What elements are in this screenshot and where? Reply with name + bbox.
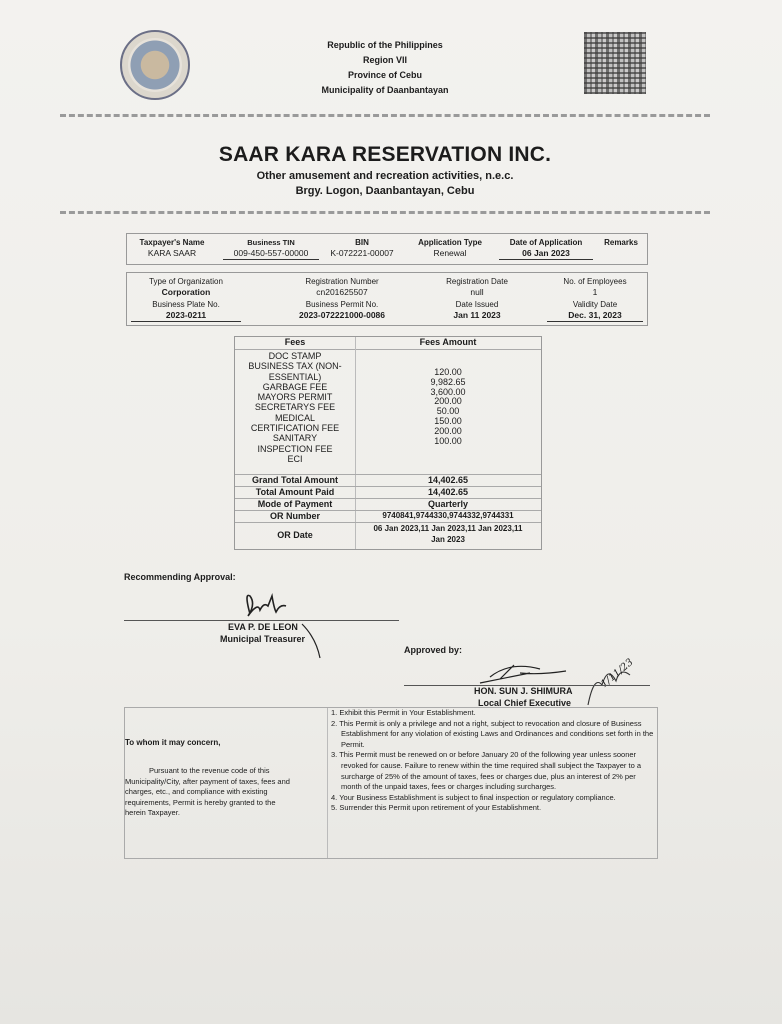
grant-line: requirements, Permit is hereby granted to the [125, 797, 276, 807]
municipal-seal-icon [120, 30, 190, 100]
field-label: Registration Date [446, 277, 508, 286]
recommending-approval-label: Recommending Approval: [124, 572, 236, 582]
field-label: Business Permit No. [305, 300, 379, 309]
registration-info-box [126, 272, 648, 326]
field-label: Remarks [604, 238, 638, 247]
field-value: null [470, 287, 484, 297]
row-value: 14,402.65 [427, 475, 469, 485]
field-value: 009-450-557-00000 [223, 248, 319, 260]
field-value: Renewal [433, 248, 467, 258]
fee-amount: 100.00 [434, 435, 462, 446]
field-label: Business Plate No. [152, 300, 220, 309]
fee-amount: 200.00 [434, 396, 462, 407]
fee-item: BUSINESS TAX (NON- [248, 361, 342, 372]
handwritten-date: 1/11/23 [598, 656, 636, 691]
field-value: 1 [592, 287, 598, 297]
registration-date-field [427, 276, 527, 298]
permit-conditions-box [124, 707, 658, 859]
fee-amount: 50.00 [436, 406, 460, 417]
row-label: Mode of Payment [257, 499, 333, 509]
field-value: cn201625507 [316, 287, 368, 297]
field-value: K-072221-00007 [330, 248, 394, 258]
row-value: 14,402.65 [427, 487, 469, 497]
fee-item: DOC STAMP [268, 351, 322, 361]
permit-terms-list [331, 708, 657, 814]
validity-date-field [547, 299, 643, 322]
fee-item: ESSENTIAL) [268, 371, 322, 382]
field-value: KARA SAAR [147, 248, 197, 258]
grant-line: herein Taxpayer. [125, 808, 180, 817]
business-tin-field [223, 237, 319, 260]
fee-item: MAYORS PERMIT [257, 392, 333, 403]
fee-amount: 200.00 [434, 425, 462, 436]
executive-name: HON. SUN J. SHIMURA [474, 686, 573, 696]
row-value: Quarterly [427, 499, 469, 509]
header-line: Province of Cebu [347, 70, 422, 80]
field-label: Type of Organization [149, 277, 223, 286]
fee-item: MEDICAL [274, 412, 315, 423]
term-item: 5. Surrender this Permit upon retirement of your Establishment. [331, 803, 542, 813]
row-label: Total Amount Paid [255, 487, 335, 497]
field-label: BIN [355, 238, 369, 247]
or-date-line: 06 Jan 2023,11 Jan 2023,11 Jan 2023,11 [373, 524, 523, 533]
permit-number-field [267, 299, 417, 321]
organization-type-field [131, 276, 241, 298]
fee-item: CERTIFICATION FEE [250, 423, 340, 434]
divider [60, 114, 710, 117]
field-label: No. of Employees [563, 277, 627, 286]
fee-item: GARBAGE FEE [262, 381, 328, 392]
fee-amount: 9,982.65 [430, 376, 466, 387]
field-value: Corporation [161, 287, 211, 297]
or-date-line: Jan 2023 [431, 535, 465, 544]
grant-line: Municipality/City, after payment of taxes, fees and [125, 776, 290, 786]
fee-amounts-list [355, 368, 541, 446]
concern-heading: To whom it may concern, [125, 738, 221, 747]
fee-item: INSPECTION FEE [257, 443, 333, 454]
treasurer-title: Municipal Treasurer [220, 634, 306, 644]
term-item: 1. Exhibit this Permit in Your Establishment. [331, 708, 476, 717]
application-date-field [499, 237, 593, 260]
field-label: Application Type [418, 238, 482, 247]
registration-number-field [267, 276, 417, 298]
grant-statement [125, 766, 325, 819]
qr-code-icon [584, 32, 646, 94]
field-label: Taxpayer's Name [139, 238, 205, 247]
government-header [250, 38, 520, 98]
fee-item: SECRETARYS FEE [254, 402, 336, 413]
business-activity: Other amusement and recreation activities, n.e.c. [256, 170, 514, 182]
divider [60, 211, 710, 214]
treasurer-name: EVA P. DE LEON [228, 622, 298, 632]
signature-line [124, 620, 399, 621]
row-label: OR Number [269, 511, 320, 521]
bin-field [319, 237, 405, 259]
business-address: Brgy. Logon, Daanbantayan, Cebu [295, 185, 475, 197]
header-line: Republic of the Philippines [327, 40, 443, 50]
field-label: Date Issued [455, 300, 499, 309]
approved-by-label: Approved by: [404, 645, 463, 655]
header-line: Region VII [362, 55, 407, 65]
field-label: Registration Number [305, 277, 379, 286]
row-label: OR Date [277, 530, 313, 540]
fees-table [234, 336, 542, 550]
amount-column-header: Fees Amount [419, 337, 477, 347]
taxpayer-name-field [129, 237, 215, 259]
field-label: Validity Date [572, 300, 618, 309]
row-value: 9740841,9744330,9744332,9744331 [382, 511, 514, 520]
fees-column-header: Fees [284, 337, 306, 347]
grant-line: charges, etc., and compliance with existing [125, 787, 268, 796]
or-date-row [235, 522, 541, 549]
fee-item: ECI [287, 453, 303, 464]
field-value: 2023-072221000-0086 [298, 310, 386, 320]
fee-amount: 3,600.00 [430, 386, 466, 397]
grant-line: Pursuant to the revenue code of this [149, 766, 270, 775]
field-value: Jan 11 2023 [453, 310, 501, 320]
term-item: 4. Your Business Establishment is subject to final inspection or regulatory compliance. [331, 792, 616, 802]
remarks-field [597, 237, 645, 248]
field-value: 2023-0211 [131, 310, 241, 322]
term-item: 3. This Permit must be renewed on or before January 20 of the following year unless sooner revoked for cause. Failure to renew within the time required shall subject the Taxpayer to a surcharge of 25% of the amount of taxes, fees or charges due, plus an interest of 2% per month of the unpaid taxes, fees or charges including surcharges. [331, 750, 642, 792]
row-value [355, 523, 541, 545]
header-line: Municipality of Daanbantayan [321, 85, 449, 95]
fee-amount: 120.00 [434, 367, 462, 377]
taxpayer-info-row [126, 233, 648, 265]
business-name: SAAR KARA RESERVATION INC. [218, 143, 552, 166]
field-value: 06 Jan 2023 [499, 248, 593, 260]
fee-names-list [235, 351, 355, 464]
fee-amount: 150.00 [434, 415, 462, 426]
field-label: Business TIN [247, 238, 295, 247]
fee-item: SANITARY [272, 433, 318, 444]
application-type-field [407, 237, 493, 259]
plate-number-field [131, 299, 241, 322]
executive-title: Local Chief Executive [478, 698, 572, 708]
employees-field [547, 276, 643, 298]
field-label: Date of Application [509, 238, 583, 247]
date-issued-field [427, 299, 527, 321]
term-item: 2. This Permit is only a privilege and not a right, subject to revocation and closure of Business Establishment for any violation of existing Laws and Ordinances and conditions set forth in the Permit. [331, 718, 654, 749]
field-value: Dec. 31, 2023 [547, 310, 643, 322]
row-label: Grand Total Amount [252, 475, 338, 485]
